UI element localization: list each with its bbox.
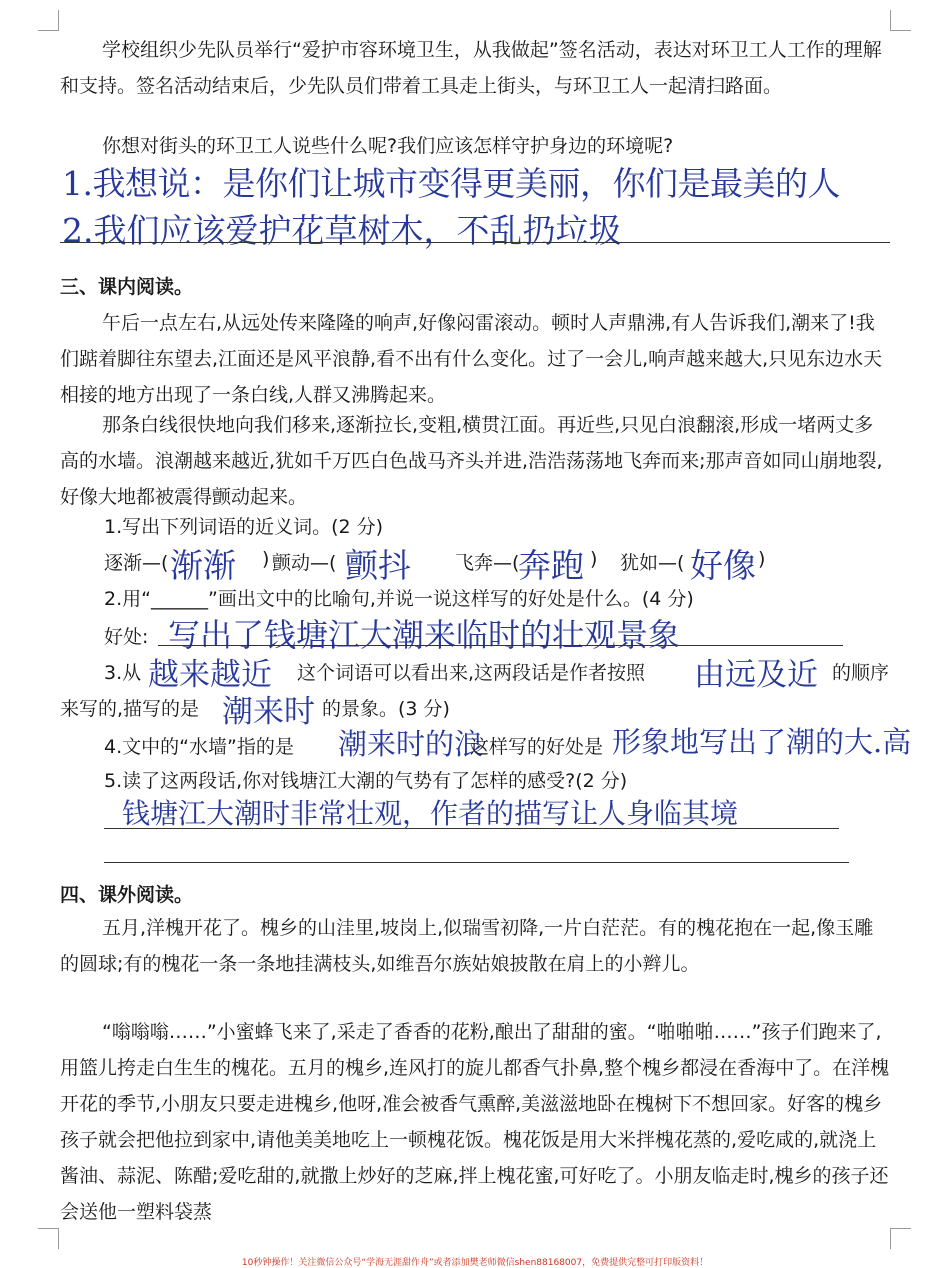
q1-word-2: 颤动—( <box>272 552 337 574</box>
footer-notice: 10秒钟操作！关注微信公众号“学海无涯甜作舟”或者添加樊老师微信shen88168007，免费提供完整可打印版资料！ <box>241 1258 709 1268</box>
question-1: 1.写出下列词语的近义词。(2 分) <box>104 516 384 538</box>
q4-blank-2: 形象地写出了潮的大.高 <box>612 720 911 761</box>
q4-part-1: 4.文中的“水墙”指的是 <box>104 736 294 758</box>
q3-part-4: 来写的,描写的是 <box>60 698 200 720</box>
question-5: 5.读了这两段话,你对钱塘江大潮的气势有了怎样的感受?(2 分) <box>104 770 628 792</box>
q1-answer-3: 奔跑 <box>518 546 584 585</box>
answer-underline <box>60 242 890 243</box>
q3-blank-3: 潮来时 <box>222 694 315 730</box>
q1-word-3: 飞奔—( <box>455 552 520 574</box>
section-4-paragraph-2: “嗡嗡嗡……”小蜜蜂飞来了,采走了香香的花粉,酿出了甜甜的蜜。“啪啪啪……”孩子们跑来了,用篮儿挎走白生生的槐花。五月的槐乡,连风打的旋儿都香气扑鼻,整个槐乡都浸在香海中了。在洋槐开花的季节,小朋友只要走进槐乡,他呀,准会被香气熏醉,美滋滋地卧在槐树下不想回家。好客的槐乡孩子就会把他拉到家中,请他美美地吃上一顿槐花饭。槐花饭是用大米拌槐花蒸的,爱吃咸的,就浇上酱油、蒜泥、陈醋;爱吃甜的,就撒上炒好的芝麻,拌上槐花蜜,可好吃了。小朋友临走时,槐乡的孩子还会送他一塑料袋蒸 <box>60 1021 890 1223</box>
crop-mark-top-right <box>890 10 911 31</box>
section-4-paragraph-1: 五月,洋槐开花了。槐乡的山洼里,坡岗上,似瑞雪初降,一片白茫茫。有的槐花抱在一起,像玉雕的圆球;有的槐花一条一条地挂满枝头,如维吾尔族姑娘披散在肩上的小辫儿。 <box>60 917 874 975</box>
q3-part-5: 的景象。(3 分) <box>322 698 450 720</box>
q1-close-3: ) <box>590 548 598 570</box>
q1-answer-1: 渐渐 <box>170 546 236 585</box>
q2-label: 好处: <box>104 626 149 648</box>
q1-answer-4: 好像 <box>690 546 756 585</box>
q5-answer: 钱塘江大潮时非常壮观，作者的描写让人身临其境 <box>122 797 739 830</box>
handwritten-answer-2: 2.我们应该爱护花草树木，不乱扔垃圾 <box>62 211 622 250</box>
section-3-paragraph-2: 那条白线很快地向我们移来,逐渐拉长,变粗,横贯江面。再近些,只见白浪翻滚,形成一堵两丈多高的水墙。浪潮越来越近,犹如千万匹白色战马齐头并进,浩浩荡荡地飞奔而来;那声音如同山崩地裂,好像大地都被震得颤动起来。 <box>60 414 883 508</box>
section-3-paragraph-1: 午后一点左右,从远处传来隆隆的响声,好像闷雷滚动。顿时人声鼎沸,有人告诉我们,潮来了!我们踮着脚往东望去,江面还是风平浪静,看不出有什么变化。过了一会儿,响声越来越大,只见东边水天相接的地方出现了一条白线,人群又沸腾起来。 <box>60 312 883 406</box>
crop-mark-bottom-right <box>890 1228 911 1249</box>
q1-word-4: 犹如—( <box>620 552 685 574</box>
q3-part-1: 3.从 <box>104 662 142 684</box>
q2-underline <box>158 645 843 646</box>
q5-underline-1 <box>104 828 839 829</box>
q4-part-2: 这样写的好处是 <box>470 736 604 758</box>
q4-blank-1: 潮来时的浪 <box>338 722 483 763</box>
crop-mark-top-left <box>38 10 59 31</box>
q1-word-1: 逐渐—( <box>104 552 169 574</box>
section-4-title: 四、课外阅读。 <box>60 884 194 906</box>
handwritten-answer-1: 1.我想说：是你们让城市变得更美丽，你们是最美的人 <box>62 164 840 203</box>
q5-underline-2 <box>104 862 849 863</box>
section-3-title: 三、课内阅读。 <box>60 276 194 298</box>
q3-part-3: 的顺序 <box>832 662 890 684</box>
question-2: 2.用“______”画出文中的比喻句,并说一说这样写的好处是什么。(4 分) <box>104 588 694 610</box>
q2-answer: 写出了钱塘江大潮来临时的壮观景象 <box>168 616 681 654</box>
intro-paragraph: 学校组织少先队员举行“爱护市容环境卫生，从我做起”签名活动，表达对环卫工人工作的理解和支持。签名活动结束后，少先队员们带着工具走上街头，与环卫工人一起清扫路面。 <box>60 39 882 97</box>
q3-blank-2: 由远及近 <box>694 649 818 694</box>
q1-close-4: ) <box>758 548 766 570</box>
q3-blank-1: 越来越近 <box>148 657 272 693</box>
crop-mark-bottom-left <box>38 1228 59 1249</box>
q1-answer-2: 颤抖 <box>345 546 411 585</box>
q1-close-1: ) <box>262 548 270 570</box>
intro-question: 你想对街头的环卫工人说些什么呢?我们应该怎样守护身边的环境呢? <box>102 135 674 157</box>
q3-part-2: 这个词语可以看出来,这两段话是作者按照 <box>297 662 646 684</box>
